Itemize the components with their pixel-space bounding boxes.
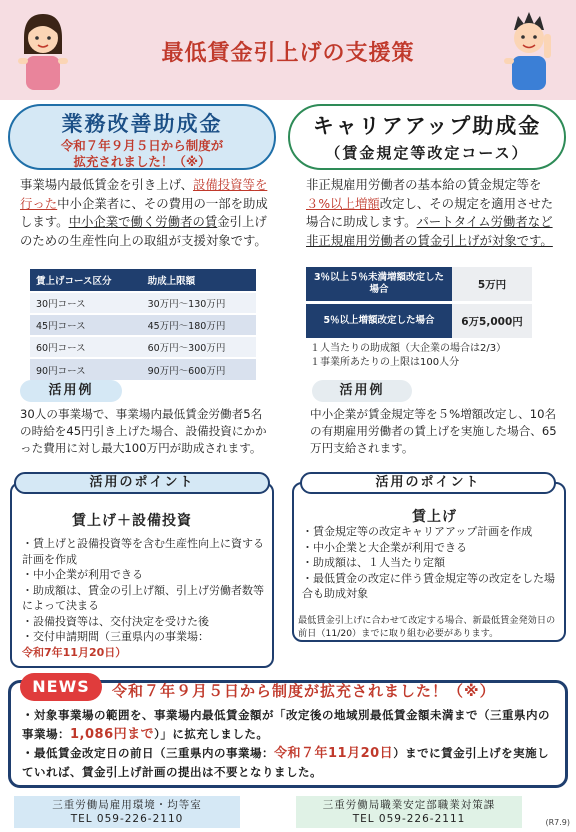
contact-tel: TEL 059-226-2111 [352,813,466,825]
career-underline-a: パートタイム労働者など非正規雇用労働者の [306,214,553,248]
news-badge: NEWS [20,673,102,701]
left-example-text: 30人の事業場で、事業場内最低賃金労働者5名の時給を45円引き上げた場合、設備投資にかかった費用に対し最大100万円が助成されます。 [20,407,267,455]
career-up-subtitle: （賃金規定等改定コース） [325,144,529,162]
news-text: ・対象事業場の範囲を、事業場内最低賃金額が「改定後の地域別最低賃金額未満まで（三重県内の事業場： [22,708,550,741]
table-cell: 60円コース [30,336,142,358]
revision-code: (R7.9) [545,818,570,827]
table-row [306,267,532,301]
table-row [30,358,256,380]
news-body [22,706,557,782]
desc-text-c: 金引上げのための生産性向上の取組が支援対象です。 [20,214,267,248]
contact-tel: TEL 059-226-2110 [70,813,184,825]
news-text: ）までに賃金引上げを実施していれば、賃金引上げ計画の提出は不要となりました。 [22,746,550,779]
right-point-label: 活用のポイント [300,472,556,494]
table-cell: 60万円～300万円 [142,336,256,358]
list-item: ・交付申請期間（三重県内の事業場： [22,630,209,643]
left-point-list [22,536,266,660]
gyomu-kaizen-description [20,176,270,250]
career-highlight: ３%以上増額 [306,195,380,211]
note-line: １事業所あたりの上限は100人分 [310,357,460,368]
rate-header-course: 賃上げコース区分 [30,269,142,292]
career-up-title: キャリアアップ助成金 [312,114,542,138]
table-row [306,304,532,338]
right-point-note: 最低賃金引上げに合わせて改定する場合、新最低賃金発効日の前日（11/20）までに取り組む必要があります。 [298,615,556,639]
news-highlight: 1,086円まで [70,727,155,742]
desc-highlight-b: を行った [20,177,268,211]
desc-underline: 中小企業で働く労働者の賃 [68,214,218,230]
list-item: ・中小企業と大企業が利用できる [302,540,467,554]
right-example-text: 中小企業が賃金規定等を５%増額改定し、10名の有期雇用労働者の賃上げを実施した場合、65万円支給されます。 [310,407,557,455]
rate-header-limit: 助成上限額 [142,269,256,292]
table-cell: 90万円～600万円 [142,358,256,380]
table-cell: 5％以上増額改定した場合 [306,304,452,338]
table-cell: 45円コース [30,314,142,336]
rate-table-header [30,269,256,292]
gyomu-kaizen-title-box [8,104,276,170]
note-line: １人当たりの助成額（大企業の場合は2/3） [310,343,507,354]
left-point-title: 賃上げ＋設備投資 [72,513,192,529]
list-item: ・賃上げと設備投資等を含む生産性向上に資する計画を作成 [22,537,264,566]
list-item: ・助成額は、１人当たり定額 [302,556,445,569]
table-cell: 3％以上５％未満増額改定した場合 [306,267,452,301]
career-text-a: 非正規雇用労働者の基本給の賃金規定等を [306,177,542,192]
contact-name: 三重労働局職業安定部職業対策課 [322,799,496,811]
table-row [30,336,256,358]
table-cell: 45万円～180万円 [142,314,256,336]
list-item: ・助成額は、賃金の引上げ額、引上げ労働者数等によって決まる [22,583,264,612]
career-up-description [306,176,558,250]
right-point-list [302,524,560,602]
career-underline-b: 賃金引上げが対象です。 [417,232,553,248]
career-up-notes [310,342,560,370]
table-cell: 30円コース [30,292,142,314]
news-item-2 [22,744,557,782]
contact-name: 三重労働局雇用環境・均等室 [52,799,202,811]
header-banner [0,0,576,100]
table-row [30,314,256,336]
table-cell: 30万円～130万円 [142,292,256,314]
rate-table [30,269,256,380]
news-title: 令和７年９月５日から制度が拡充されました！（※） [112,682,496,700]
career-text-b: 改定し、その規定を適用させた場合に助成します。 [306,195,554,230]
list-item: ・設備投資等は、交付決定を受けた後 [22,614,209,628]
table-row [30,292,256,314]
desc-highlight-a: 設備投資等 [192,177,255,192]
news-text: ）」に拡充しました。 [154,727,269,741]
contact-equality-office [14,796,240,828]
news-item-1 [22,706,557,744]
left-point-label: 活用のポイント [14,472,270,494]
page-title: 最低賃金引上げの支援策 [161,41,415,66]
career-up-title-box [288,104,566,170]
news-highlight: 令和７年11月20日 [274,746,394,761]
gyomu-kaizen-subtitle-line2: 拡充されました！（※） [73,154,211,169]
deadline-text: 令和7年11月20日） [22,645,127,659]
table-cell: 5万円 [452,267,532,301]
list-item: ・最低賃金の改定に伴う賃金規定等の改定をした場合も助成対象 [302,571,555,600]
list-item: ・賃金規定等の改定キャリアアップ計画を作成 [302,525,533,538]
table-cell: 90円コース [30,358,142,380]
left-example-label: 活用例 [20,380,122,402]
right-point-title: 賃上げ [412,509,457,525]
contact-employment-office [296,796,522,828]
desc-text-a: 事業場内最低賃金を引き上げ、 [20,177,193,192]
gyomu-kaizen-title: 業務改善助成金 [61,112,223,136]
table-cell: 6万5,000円 [452,304,532,338]
news-text: ・最低賃金改定日の前日（三重県内の事業場： [22,746,274,760]
man-illustration-icon [500,8,558,94]
career-up-amount-table [306,267,532,341]
list-item: ・中小企業が利用できる [22,568,143,581]
desc-text-b: 中小企業者に、その費用の一部を助成します。 [20,195,268,230]
right-example-label: 活用例 [312,380,412,402]
gyomu-kaizen-subtitle-line1: 令和７年９月５日から制度が [60,138,224,153]
